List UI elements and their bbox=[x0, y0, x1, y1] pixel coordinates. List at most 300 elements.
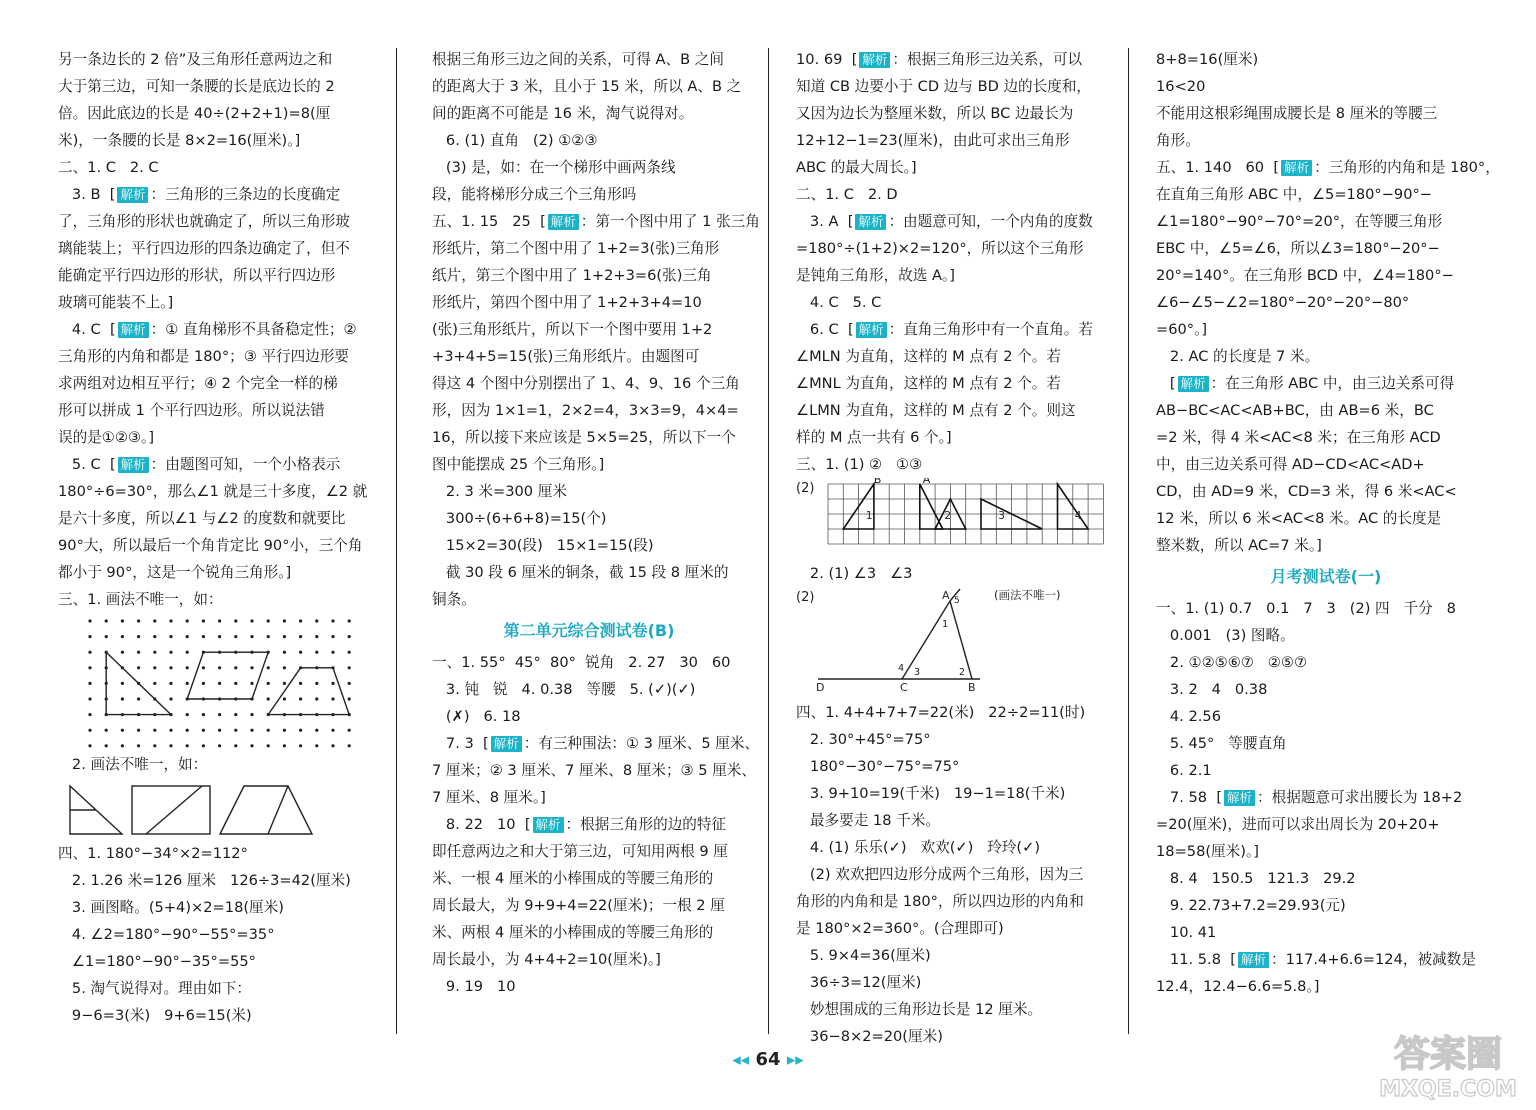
line-text: 求两组对边相互平行；④ 2 个完全一样的梯 bbox=[58, 375, 338, 392]
line-text: 三角形的内角和都是 180°；③ 平行四边形要 bbox=[58, 348, 350, 365]
line-text: ∠MLN 为直角，这样的 M 点有 2 个。若 bbox=[796, 348, 1061, 365]
line-text: 36−8×2=20(厘米) bbox=[796, 1028, 943, 1045]
answer-column-2 bbox=[432, 46, 760, 1000]
answer-line bbox=[796, 726, 1112, 753]
answer-line bbox=[432, 235, 746, 262]
line-text: 4. C 5. C bbox=[796, 294, 882, 311]
column-divider bbox=[768, 48, 769, 1034]
analysis-text: ：三角形的内角和是 180°， bbox=[1314, 159, 1500, 176]
figure-label: 1 bbox=[865, 510, 873, 522]
line-text: (3) 是，如：在一个梯形中画两条线 bbox=[432, 159, 676, 176]
answer-line bbox=[432, 478, 746, 505]
answer-line bbox=[432, 370, 746, 397]
answer-line bbox=[796, 969, 1112, 996]
answer-line bbox=[1156, 946, 1496, 973]
line-text: 样的 M 点一共有 6 个。] bbox=[796, 429, 952, 446]
line-text: 形纸片，第二个图中用了 1+2=3(张)三角形 bbox=[432, 240, 720, 257]
line-text: 三、1. 画法不唯一，如： bbox=[58, 591, 223, 608]
answer-line bbox=[1156, 424, 1496, 451]
answer-line bbox=[1156, 208, 1496, 235]
answer-line bbox=[1156, 181, 1496, 208]
answer-line bbox=[796, 262, 1112, 289]
answer-line bbox=[432, 730, 760, 757]
line-text: 8. 4 150.5 121.3 29.2 bbox=[1156, 870, 1356, 887]
answer-line bbox=[1156, 154, 1500, 181]
answer-line bbox=[796, 560, 1112, 587]
answer-line bbox=[796, 397, 1112, 424]
line-text: 的距离大于 3 米，且小于 15 米，所以 A、B 之 bbox=[432, 78, 742, 95]
line-text: ∠6−∠5−∠2=180°−20°−20°−80° bbox=[1156, 294, 1410, 311]
answer-line bbox=[796, 46, 1112, 73]
line-text: 米、一根 4 厘米的小棒围成的等腰三角形的 bbox=[432, 870, 714, 887]
line-text: ∠MNL 为直角，这样的 M 点有 2 个。若 bbox=[796, 375, 1061, 392]
line-text: 二、1. C 2. D bbox=[796, 186, 898, 203]
line-text: 4. ∠2=180°−90°−55°=35° bbox=[58, 926, 275, 943]
answer-line bbox=[796, 127, 1112, 154]
line-text: 3. 钝 锐 4. 0.38 等腰 5. (✓)(✓) bbox=[432, 681, 696, 698]
answer-line bbox=[432, 784, 746, 811]
answer-line bbox=[1156, 676, 1496, 703]
line-text: 一、1. 55° 45° 80° 锐角 2. 27 30 60 bbox=[432, 654, 731, 671]
line-text: CD，由 AD=9 米，CD=3 米，得 6 米<AC< bbox=[1156, 483, 1457, 500]
analysis-text: ：由题图可知，一个小格表示 bbox=[150, 456, 341, 473]
line-text: 妙想围成的三角形边长是 12 厘米。 bbox=[796, 1001, 1043, 1018]
line-text: 7 厘米；② 3 厘米、7 厘米、8 厘米；③ 5 厘米、 bbox=[432, 762, 756, 779]
line-text: 5. 淘气说得对。理由如下： bbox=[58, 980, 252, 997]
answer-line bbox=[432, 100, 746, 127]
answer-line bbox=[58, 451, 388, 478]
answer-line bbox=[1156, 532, 1496, 559]
answer-line bbox=[58, 894, 388, 921]
watermark-logo bbox=[1374, 1022, 1522, 1104]
analysis-badge: 解析 bbox=[118, 457, 149, 473]
answer-line bbox=[1156, 262, 1496, 289]
line-text: 误的是①②③。] bbox=[58, 429, 155, 446]
answer-column-3 bbox=[796, 46, 1112, 1050]
analysis-text: ：根据题意可求出腰长为 18+2 bbox=[1257, 789, 1463, 806]
answer-line bbox=[58, 289, 388, 316]
figure-dots bbox=[58, 613, 388, 751]
answer-line bbox=[432, 973, 746, 1000]
answer-line bbox=[432, 811, 746, 838]
line-text: EBC 中，∠5=∠6，所以∠3=180°−20°− bbox=[1156, 240, 1440, 257]
answer-line bbox=[432, 892, 746, 919]
answer-line bbox=[796, 424, 1112, 451]
line-text: 中，由三边关系可得 AD−CD<AC<AD+ bbox=[1156, 456, 1425, 473]
answer-line bbox=[1156, 505, 1496, 532]
answer-line bbox=[1156, 451, 1496, 478]
line-text: 璃能装上；平行四边形的四条边确定了，但不 bbox=[58, 240, 350, 257]
answer-line bbox=[58, 424, 388, 451]
analysis-text: ：由题意可知，一个内角的度数 bbox=[888, 213, 1093, 230]
answer-line bbox=[58, 397, 388, 424]
line-text: 6. C [ bbox=[796, 321, 854, 338]
answer-line bbox=[432, 946, 746, 973]
answer-line bbox=[1156, 397, 1496, 424]
figure-label: (画法不唯一) bbox=[994, 588, 1061, 602]
line-text: 2. 3 米=300 厘米 bbox=[432, 483, 567, 500]
line-text: 图中能摆成 25 个三角形。] bbox=[432, 456, 605, 473]
line-text: ∠1=180°−90°−35°=55° bbox=[58, 953, 256, 970]
analysis-badge: 解析 bbox=[1281, 160, 1312, 176]
answer-line bbox=[796, 100, 1112, 127]
answer-line bbox=[58, 127, 388, 154]
line-text: 是 180°×2=360°。(合理即可) bbox=[796, 920, 1004, 937]
line-text: 又因为边长为整厘米数，所以 BC 边最长为 bbox=[796, 105, 1074, 122]
answer-line bbox=[58, 181, 388, 208]
line-text: ∠1=180°−90°−70°=20°，在等腰三角形 bbox=[1156, 213, 1443, 230]
answer-line bbox=[796, 154, 1112, 181]
line-text: 形，因为 1×1=1，2×2=4，3×3=9，4×4= bbox=[432, 402, 739, 419]
answer-line bbox=[58, 73, 388, 100]
line-text: 周长最小，为 4+4+2=10(厘米)。] bbox=[432, 951, 661, 968]
figure-label: C bbox=[900, 681, 908, 694]
line-text: 2. AC 的长度是 7 米。 bbox=[1156, 348, 1320, 365]
answer-line bbox=[1156, 838, 1496, 865]
answer-line bbox=[796, 73, 1112, 100]
line-text: 4. 2.56 bbox=[1156, 708, 1221, 725]
line-text: 角形。 bbox=[1156, 132, 1200, 149]
square-grid-figure bbox=[796, 478, 1112, 560]
line-text: 知道 CB 边要小于 CD 边与 BD 边的长度和， bbox=[796, 78, 1092, 95]
line-text: 二、1. C 2. C bbox=[58, 159, 159, 176]
answer-line bbox=[58, 154, 388, 181]
line-text: 2. (1) ∠3 ∠3 bbox=[796, 565, 913, 582]
answer-line bbox=[1156, 127, 1496, 154]
line-text: 间的距离不可能是 16 米，淘气说得对。 bbox=[432, 105, 694, 122]
answer-line bbox=[796, 370, 1112, 397]
answer-line bbox=[58, 235, 388, 262]
line-text: 3. 9+10=19(千米) 19−1=18(千米) bbox=[796, 785, 1066, 802]
answer-line bbox=[1156, 316, 1496, 343]
line-text: 16，所以接下来应该是 5×5=25，所以下一个 bbox=[432, 429, 736, 446]
line-text: 18=58(厘米)。] bbox=[1156, 843, 1259, 860]
answer-line bbox=[58, 867, 388, 894]
answer-line bbox=[796, 888, 1112, 915]
line-text: 五、1. 15 25 [ bbox=[432, 213, 546, 230]
figure-label: 2 bbox=[944, 510, 952, 522]
line-text: 180°÷6=30°，那么∠1 就是三十多度，∠2 就 bbox=[58, 483, 368, 500]
line-text: 2. 30°+45°=75° bbox=[796, 731, 931, 748]
section-title: 第二单元综合测试卷(B) bbox=[503, 621, 675, 640]
figure-triangle bbox=[796, 587, 1112, 699]
figure-label: A bbox=[922, 478, 931, 486]
answer-line bbox=[58, 208, 388, 235]
answer-line bbox=[432, 46, 746, 73]
analysis-text: ：117.4+6.6=124，被减数是 bbox=[1270, 951, 1476, 968]
answer-line bbox=[432, 559, 746, 586]
analysis-badge: 解析 bbox=[548, 214, 579, 230]
answer-line bbox=[432, 919, 746, 946]
answer-line bbox=[58, 532, 388, 559]
answer-line bbox=[796, 208, 1112, 235]
line-text: 2. 画法不唯一，如： bbox=[58, 756, 208, 773]
line-text: 180°−30°−75°=75° bbox=[796, 758, 960, 775]
answer-line bbox=[796, 451, 1112, 478]
analysis-badge: 解析 bbox=[117, 187, 148, 203]
answer-line bbox=[432, 316, 746, 343]
line-text: 2. ①②⑤⑥⑦ ②⑤⑦ bbox=[1156, 654, 1308, 671]
line-text: 整米数，所以 AC=7 米。] bbox=[1156, 537, 1322, 554]
answer-line bbox=[58, 586, 388, 613]
line-text: 9. 19 10 bbox=[432, 978, 516, 995]
line-text: 12+12−1=23(厘米)，由此可求出三角形 bbox=[796, 132, 1070, 149]
answer-line bbox=[432, 676, 746, 703]
line-text: 了，三角形的形状也就确定了，所以三角形玻 bbox=[58, 213, 350, 230]
answer-line bbox=[796, 780, 1112, 807]
line-text: 16<20 bbox=[1156, 78, 1206, 95]
line-text: =20(厘米)，进而可以求出周长为 20+20+ bbox=[1156, 816, 1440, 833]
line-text: (✗) 6. 18 bbox=[432, 708, 521, 725]
answer-line bbox=[58, 921, 388, 948]
analysis-text: ：直角三角形中有一个直角。若 bbox=[888, 321, 1093, 338]
answer-line bbox=[1156, 100, 1496, 127]
line-text: 周长最大，为 9+9+4=22(厘米)；一根 2 厘 bbox=[432, 897, 725, 914]
page-footer bbox=[0, 1049, 1536, 1070]
line-text: 纸片，第三个图中用了 1+2+3=6(张)三角 bbox=[432, 267, 712, 284]
analysis-text: ：有三种围法：① 3 厘米、5 厘米、 bbox=[523, 735, 760, 752]
answer-line bbox=[1156, 811, 1496, 838]
answer-line bbox=[796, 834, 1112, 861]
line-text: 能确定平行四边形的形状，所以平行四边形 bbox=[58, 267, 336, 284]
figure-label: B bbox=[968, 681, 976, 694]
answer-column-4 bbox=[1156, 46, 1500, 1000]
analysis-text: ：三角形的三条边的长度确定 bbox=[150, 186, 341, 203]
line-text: 2. 1.26 米=126 厘米 126÷3=42(厘米) bbox=[58, 872, 351, 889]
answer-line bbox=[432, 703, 746, 730]
answer-line bbox=[432, 73, 746, 100]
figure-label: B bbox=[873, 478, 882, 486]
answer-line bbox=[796, 235, 1112, 262]
answer-line bbox=[432, 154, 746, 181]
answer-line bbox=[432, 208, 760, 235]
line-text: 11. 5.8 [ bbox=[1156, 951, 1236, 968]
line-text: 形纸片，第四个图中用了 1+2+3+4=10 bbox=[432, 294, 702, 311]
triangle-figure bbox=[796, 587, 1112, 699]
answer-line bbox=[1156, 235, 1496, 262]
answer-line bbox=[1156, 595, 1496, 622]
analysis-badge: 解析 bbox=[859, 52, 890, 68]
line-text: 90°大，所以最后一个角肯定比 90°小，三个角 bbox=[58, 537, 363, 554]
column-divider bbox=[1128, 48, 1129, 1034]
answer-line bbox=[432, 397, 746, 424]
answer-line bbox=[432, 289, 746, 316]
line-text: 米)，一条腰的长是 8×2=16(厘米)。] bbox=[58, 132, 301, 149]
figure-label: 4 bbox=[898, 663, 905, 674]
line-text: 10. 69 [ bbox=[796, 51, 858, 68]
analysis-text: ：在三角形 ABC 中，由三边关系可得 bbox=[1210, 375, 1455, 392]
line-text: 4. C [ bbox=[58, 321, 116, 338]
answer-line bbox=[432, 181, 746, 208]
answer-line bbox=[58, 370, 388, 397]
line-text: 9−6=3(米) 9+6=15(米) bbox=[58, 1007, 252, 1024]
line-text: 即任意两边之和大于第三边，可知用两根 9 厘 bbox=[432, 843, 728, 860]
prev-arrows-icon: ◀◀ bbox=[732, 1053, 750, 1067]
answer-line bbox=[796, 753, 1112, 780]
analysis-text: ：根据三角形三边关系，可以 bbox=[892, 51, 1083, 68]
line-text: (张)三角形纸片，所以下一个图中要用 1+2 bbox=[432, 321, 713, 338]
figure-label: 2 bbox=[959, 667, 966, 678]
line-text: +3+4+5=15(张)三角形纸片。由题图可 bbox=[432, 348, 700, 365]
analysis-badge: 解析 bbox=[1178, 376, 1209, 392]
answer-line bbox=[58, 840, 388, 867]
watermark-url: MXQE.COM bbox=[1379, 1077, 1517, 1102]
answer-line bbox=[58, 1002, 388, 1029]
answer-line bbox=[432, 505, 746, 532]
answer-line bbox=[1156, 865, 1496, 892]
answer-line bbox=[58, 316, 388, 343]
answer-line bbox=[432, 838, 746, 865]
line-text: =2 米，得 4 米<AC<8 米；在三角形 ACD bbox=[1156, 429, 1441, 446]
line-text: 12.4，12.4−6.6=5.8。] bbox=[1156, 978, 1320, 995]
analysis-badge: 解析 bbox=[118, 322, 149, 338]
figure-label: 3 bbox=[914, 667, 921, 678]
line-text: (2) 欢欢把四边形分成两个三角形，因为三 bbox=[796, 866, 1084, 883]
line-text: 最多要走 18 千米。 bbox=[796, 812, 940, 829]
answer-line bbox=[1156, 784, 1496, 811]
line-text: 截 30 段 6 厘米的铜条，截 15 段 8 厘米的 bbox=[432, 564, 729, 581]
answer-line bbox=[1156, 892, 1496, 919]
answer-line bbox=[796, 861, 1112, 888]
answer-line bbox=[1156, 703, 1496, 730]
answer-line bbox=[1156, 73, 1496, 100]
answer-line bbox=[1156, 649, 1496, 676]
line-text: 不能用这根彩绳围成腰长是 8 厘米的等腰三 bbox=[1156, 105, 1438, 122]
answer-line bbox=[58, 559, 388, 586]
line-text: 玻璃可能装不上。] bbox=[58, 294, 174, 311]
answer-line bbox=[1156, 919, 1496, 946]
answer-line bbox=[796, 942, 1112, 969]
figure-label: D bbox=[816, 681, 825, 694]
watermark-text: 答案圈 bbox=[1393, 1034, 1503, 1075]
analysis-text: ：根据三角形的边的特征 bbox=[565, 816, 727, 833]
line-text: 8. 22 10 [ bbox=[432, 816, 531, 833]
answer-line bbox=[432, 424, 746, 451]
analysis-badge: 解析 bbox=[491, 736, 522, 752]
line-text: ABC 的最大周长。] bbox=[796, 159, 917, 176]
analysis-badge: 解析 bbox=[856, 322, 887, 338]
answer-line bbox=[1156, 622, 1496, 649]
line-text: [ bbox=[1156, 375, 1176, 392]
answer-line bbox=[432, 262, 746, 289]
line-text: 在直角三角形 ABC 中，∠5=180°−90°− bbox=[1156, 186, 1433, 203]
answer-line bbox=[796, 915, 1112, 942]
line-text: 3. B [ bbox=[58, 186, 116, 203]
answer-line bbox=[58, 46, 388, 73]
analysis-badge: 解析 bbox=[1238, 952, 1269, 968]
line-text: 都小于 90°，这是一个锐角三角形。] bbox=[58, 564, 292, 581]
answer-line bbox=[432, 451, 746, 478]
answer-line bbox=[1156, 730, 1496, 757]
analysis-text: ：① 直角梯形不具备稳定性；② bbox=[150, 321, 357, 338]
answer-line bbox=[796, 181, 1112, 208]
answer-line bbox=[58, 751, 388, 778]
answer-line bbox=[432, 343, 746, 370]
line-text: 8+8=16(厘米) bbox=[1156, 51, 1259, 68]
column-divider bbox=[396, 48, 397, 1034]
line-text: 9. 22.73+7.2=29.93(元) bbox=[1156, 897, 1346, 914]
line-text: 36÷3=12(厘米) bbox=[796, 974, 922, 991]
line-text: 12 米，所以 6 米<AC<8 米。AC 的长度是 bbox=[1156, 510, 1442, 527]
figure-label: 5 bbox=[954, 596, 960, 606]
answer-line bbox=[1156, 478, 1496, 505]
line-text: 300÷(6+6+8)=15(个) bbox=[432, 510, 607, 527]
line-text: 段，能将梯形分成三个三角形吗 bbox=[432, 186, 637, 203]
line-text: 根据三角形三边之间的关系，可得 A、B 之间 bbox=[432, 51, 724, 68]
analysis-badge: 解析 bbox=[1224, 790, 1255, 806]
answer-line bbox=[58, 478, 388, 505]
answer-line bbox=[1156, 757, 1496, 784]
answer-line bbox=[58, 343, 388, 370]
line-text: 角形的内角和是 180°，所以四边形的内角和 bbox=[796, 893, 1084, 910]
answer-line bbox=[58, 100, 388, 127]
line-text: 四、1. 180°−34°×2=112° bbox=[58, 845, 248, 862]
line-text: 7. 3 [ bbox=[432, 735, 489, 752]
figure-label: (2) bbox=[796, 590, 815, 605]
figure-label: 4 bbox=[1074, 510, 1082, 522]
answer-line bbox=[58, 948, 388, 975]
page-number: 64 bbox=[755, 1049, 781, 1070]
line-text: 3. A [ bbox=[796, 213, 854, 230]
line-text: 倍。因此底边的长是 40÷(2+2+1)=8(厘 bbox=[58, 105, 331, 122]
line-text: =60°。] bbox=[1156, 321, 1208, 338]
answer-line bbox=[796, 807, 1112, 834]
analysis-text: ：第一个图中用了 1 张三角 bbox=[580, 213, 760, 230]
line-text: 一、1. (1) 0.7 0.1 7 3 (2) 四 千分 8 bbox=[1156, 600, 1456, 617]
figure-grid bbox=[796, 478, 1112, 560]
line-text: 5. 45° 等腰直角 bbox=[1156, 735, 1287, 752]
line-text: 20°=140°。在三角形 BCD 中，∠4=180°− bbox=[1156, 267, 1454, 284]
line-text: 大于第三边，可知一条腰的长是底边长的 2 bbox=[58, 78, 335, 95]
answer-line bbox=[432, 865, 746, 892]
answer-line bbox=[58, 505, 388, 532]
answer-line bbox=[1156, 973, 1496, 1000]
line-text: 三、1. (1) ② ①③ bbox=[796, 456, 923, 473]
answer-line bbox=[432, 649, 746, 676]
answer-line bbox=[432, 127, 746, 154]
line-text: 15×2=30(段) 15×1=15(段) bbox=[432, 537, 654, 554]
answer-line bbox=[1156, 46, 1496, 73]
section-title: 月考测试卷(一) bbox=[1270, 567, 1382, 586]
answer-line bbox=[1156, 370, 1496, 397]
figure-label: 1 bbox=[942, 619, 949, 630]
line-text: 0.001 (3) 图略。 bbox=[1156, 627, 1295, 644]
dot-grid-figure bbox=[58, 613, 358, 751]
line-text: 3. 2 4 0.38 bbox=[1156, 681, 1268, 698]
answer-line bbox=[796, 996, 1112, 1023]
line-text: 四、1. 4+4+7+7=22(米) 22÷2=11(时) bbox=[796, 704, 1086, 721]
answer-line bbox=[796, 289, 1112, 316]
figure-label: 3 bbox=[998, 510, 1005, 522]
figure-label: (2) bbox=[796, 481, 815, 496]
line-text: 是六十多度，所以∠1 与∠2 的度数和就要比 bbox=[58, 510, 346, 527]
line-text: 5. 9×4=36(厘米) bbox=[796, 947, 931, 964]
line-text: 得这 4 个图中分别摆出了 1、4、9、16 个三角 bbox=[432, 375, 740, 392]
line-text: 形可以拼成 1 个平行四边形。所以说法错 bbox=[58, 402, 325, 419]
line-text: 米、两根 4 厘米的小棒围成的等腰三角形的 bbox=[432, 924, 714, 941]
line-text: 6. 2.1 bbox=[1156, 762, 1212, 779]
line-text: =180°÷(1+2)×2=120°，所以这个三角形 bbox=[796, 240, 1084, 257]
line-text: 6. (1) 直角 (2) ①②③ bbox=[432, 132, 598, 149]
line-text: 7 厘米、8 厘米。] bbox=[432, 789, 546, 806]
line-text: AB−BC<AC<AB+BC，由 AB=6 米，BC bbox=[1156, 402, 1434, 419]
answer-column-1 bbox=[58, 46, 388, 1029]
analysis-badge: 解析 bbox=[533, 817, 564, 833]
line-text: 3. 画图略。(5+4)×2=18(厘米) bbox=[58, 899, 284, 916]
line-text: 7. 58 [ bbox=[1156, 789, 1223, 806]
answer-line bbox=[796, 316, 1112, 343]
line-text: 10. 41 bbox=[1156, 924, 1217, 941]
